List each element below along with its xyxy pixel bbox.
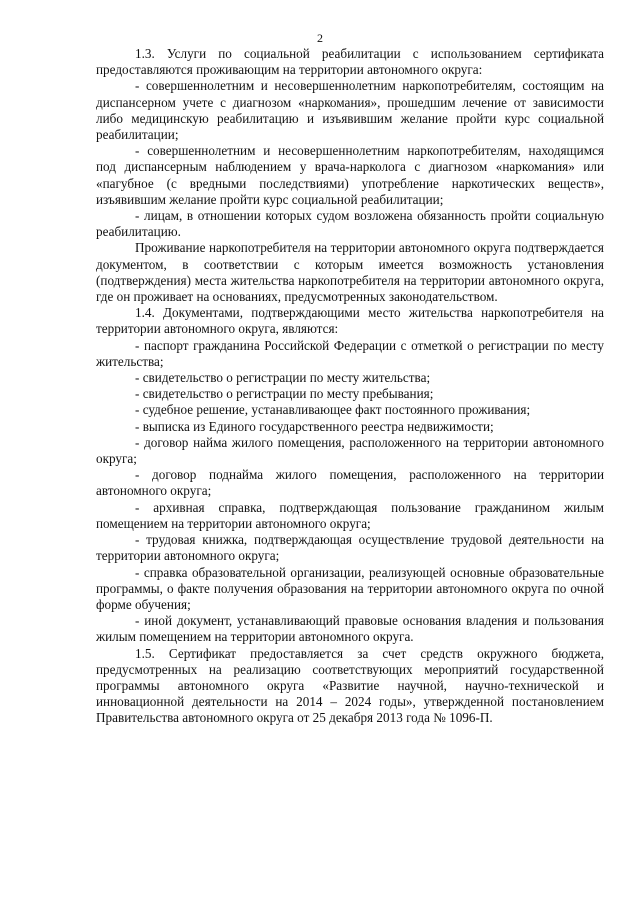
- list-item: - договор найма жилого помещения, расположенного на территории автономного округа;: [96, 434, 604, 467]
- list-item: - совершеннолетним и несовершеннолетним наркопотребителям, состоящим на диспансерном учете с диагнозом «наркомания», прошедшим лечение от зависимости либо медицинскую реабилитацию и изъявившим желание пройти курс социальной реабилитации;: [96, 78, 604, 143]
- list-item: - иной документ, устанавливающий правовые основания владения и пользования жилым помещением на территории автономного округа.: [96, 613, 604, 645]
- list-item: - совершеннолетним и несовершеннолетним наркопотребителям, находящимся под диспансерным наблюдением у врача-нарколога с диагнозом «наркомания» или «пагубное (с вредными последствиями) употребление наркотических веществ», изъявившим желание пройти курс социальной реабилитации;: [96, 143, 604, 207]
- paragraph-1-5: 1.5. Сертификат предоставляется за счет средств окружного бюджета, предусмотренных на реализацию соответствующих мероприятий государственной программы автономного округа «Развитие научной, научно-технической и инновационной деятельности на 2014 – 2024 годы», утвержденной постановлением Правительства автономного округа от 25 декабря 2013 года № 1096-П.: [96, 645, 604, 726]
- list-item: - судебное решение, устанавливающее факт постоянного проживания;: [135, 402, 531, 418]
- page-number: 2: [317, 31, 323, 45]
- list-item: - выписка из Единого государственного реестра недвижимости;: [135, 418, 494, 434]
- paragraph-1-3: 1.3. Услуги по социальной реабилитации с использованием сертификата предоставляются проживающим на территории автономного округа:: [96, 46, 604, 78]
- list-item: - лицам, в отношении которых судом возложена обязанность пройти социальную реабилитацию.: [96, 208, 604, 240]
- list-item: - свидетельство о регистрации по месту жительства;: [135, 370, 431, 386]
- list-item: - свидетельство о регистрации по месту пребывания;: [135, 386, 434, 402]
- document-body: [96, 46, 604, 727]
- list-item: - справка образовательной организации, реализующей основные образовательные программы, о факте получения образования на территории автономного округа по очной форме обучения;: [96, 564, 604, 612]
- list-item: - паспорт гражданина Российской Федерации с отметкой о регистрации по месту жительства;: [96, 337, 604, 369]
- list-item: - трудовая книжка, подтверждающая осуществление трудовой деятельности на территории автономного округа;: [96, 532, 604, 564]
- paragraph-residence: Проживание наркопотребителя на территории автономного округа подтверждается документом, в соответствии с которым имеется возможность установления (подтверждения) места жительства наркопотребителя на территории автономного округа, где он проживает на основаниях, предусмотренных законодательством.: [96, 240, 604, 305]
- list-item: - договор поднайма жилого помещения, расположенного на территории автономного округа;: [96, 467, 604, 499]
- list-item: - архивная справка, подтверждающая пользование гражданином жилым помещением на территории автономного округа;: [96, 499, 604, 531]
- paragraph-1-4: 1.4. Документами, подтверждающими место жительства наркопотребителя на территории автономного округа, являются:: [96, 305, 604, 337]
